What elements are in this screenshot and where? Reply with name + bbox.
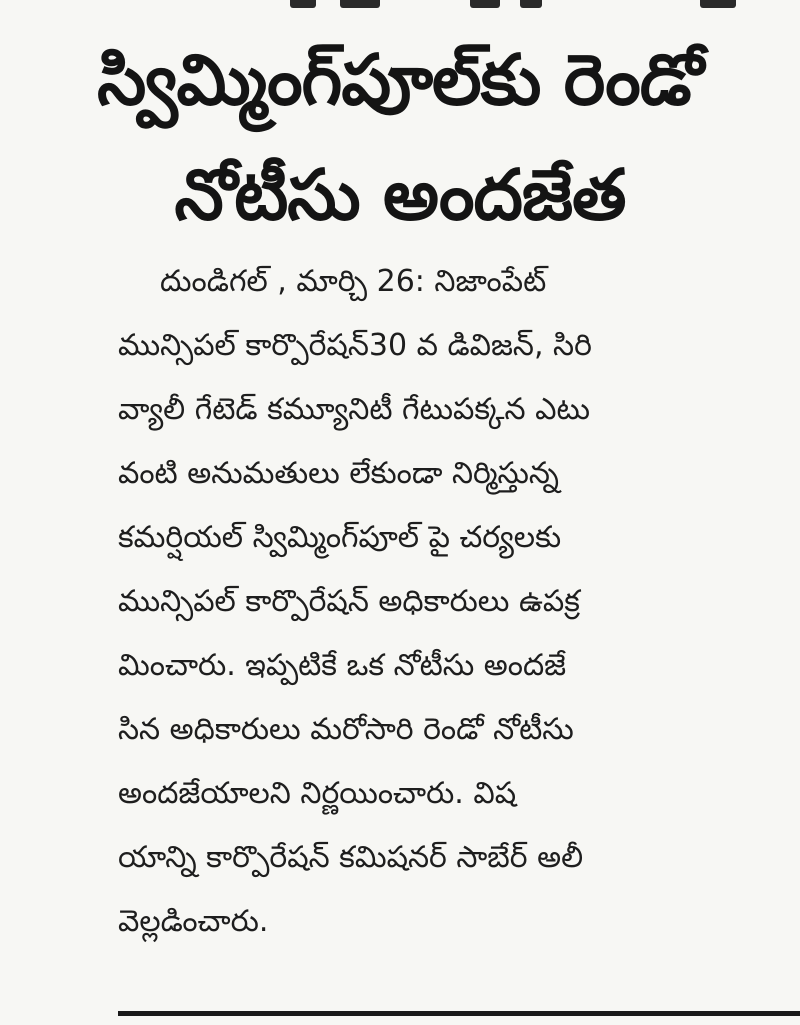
body-line: వెల్లడించారు.: [118, 904, 269, 939]
body-line: మించారు. ఇప్పటికే ఒక నోటీసు అందజే: [118, 648, 567, 683]
cropped-previous-text: [0, 0, 800, 16]
column-end-rule: [118, 1011, 800, 1016]
body-line: వంటి అనుమతులు లేకుండా నిర్మిస్తున్న: [118, 456, 559, 491]
body-line: అందజేయాలని నిర్ణయించారు. విష: [118, 776, 517, 811]
article-body: [118, 250, 783, 954]
headline-line-1: స్విమ్మింగ్‌పూల్‌కు రెండో: [97, 39, 703, 121]
body-line: మున్సిపల్ కార్పొరేషన్30 వ డివిజన్, సిరి: [118, 328, 592, 363]
body-line: యాన్ని కార్పొరేషన్ కమిషనర్ సాబేర్ అలీ: [118, 840, 584, 875]
headline-line-2: నోటీసు అందజేత: [174, 154, 626, 236]
body-line: దుండిగల్ , మార్చి 26: నిజాంపేట్: [160, 264, 547, 299]
body-line: సిన అధికారులు మరోసారి రెండో నోటీసు: [118, 712, 574, 747]
body-line: కమర్షియల్ స్విమ్మింగ్‌పూల్ పై చర్యలకు: [118, 520, 562, 555]
body-line: వ్యాలీ గేటెడ్ కమ్యూనిటీ గేటుపక్కన ఎటు: [118, 392, 591, 427]
body-line: మున్సిపల్ కార్పొరేషన్ అధికారులు ఉపక్ర: [118, 584, 580, 619]
